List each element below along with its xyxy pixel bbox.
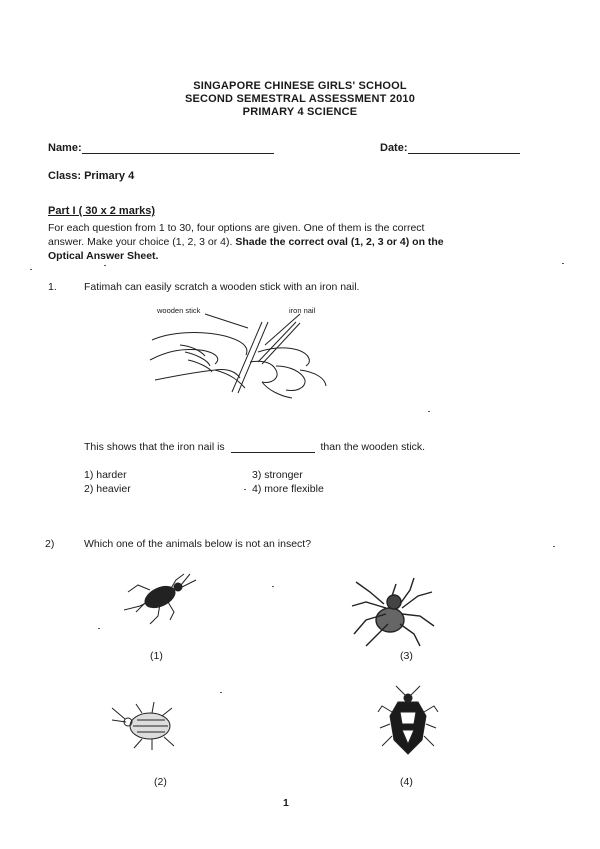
scan-speck: [272, 586, 274, 587]
spider-illustration: [352, 578, 434, 646]
instructions-line-2-bold: Shade the correct oval (1, 2, 3 or 4) on the: [235, 236, 444, 248]
q2-text: Which one of the animals below is not an insect?: [84, 538, 312, 550]
animal-label-1: (1): [150, 650, 163, 662]
q1-stem-start: This shows that the iron nail is: [84, 441, 225, 453]
scan-speck: [244, 489, 246, 490]
scan-speck: [98, 628, 100, 629]
q1-option-4: 4) more flexible: [252, 483, 324, 495]
school-name: SINGAPORE CHINESE GIRLS' SCHOOL: [193, 80, 407, 92]
assessment-title: SECOND SEMESTRAL ASSESSMENT 2010: [184, 93, 416, 105]
insect-2-illustration: [112, 702, 174, 750]
q1-stem-end: than the wooden stick.: [320, 441, 425, 453]
date-label: Date:: [380, 142, 408, 154]
instructions-line-1: For each question from 1 to 30, four options are given. One of them is the correct: [48, 222, 425, 234]
beetle-illustration: [124, 574, 196, 624]
animal-label-4: (4): [400, 776, 413, 788]
scan-speck: [30, 269, 32, 270]
scan-speck: [220, 692, 222, 693]
q2-number: 2): [45, 538, 55, 550]
scan-speck: [104, 265, 106, 266]
part-title: Part I ( 30 x 2 marks): [48, 205, 156, 217]
scan-speck: [428, 411, 430, 412]
scan-speck: [562, 263, 564, 264]
q1-text: Fatimah can easily scratch a wooden stick with an iron nail.: [84, 281, 360, 293]
q1-option-3: 3) stronger: [252, 469, 303, 481]
label-wooden-stick: wooden stick: [157, 306, 201, 315]
label-iron-nail: iron nail: [289, 306, 316, 315]
q1-number: 1.: [48, 281, 57, 293]
name-label: Name:: [48, 142, 82, 154]
instructions-line-3: Optical Answer Sheet.: [48, 250, 159, 262]
instructions-line-2-plain: answer. Make your choice (1, 2, 3 or 4).: [48, 236, 233, 248]
animal-label-2: (2): [154, 776, 167, 788]
q1-option-1: 1) harder: [84, 469, 127, 481]
bug-4-illustration: [378, 686, 438, 754]
page-number: 1: [283, 797, 289, 809]
scan-speck: [553, 546, 555, 547]
class-label: Class: Primary 4: [48, 170, 135, 182]
animal-label-3: (3): [400, 650, 413, 662]
subject-title: PRIMARY 4 SCIENCE: [242, 106, 358, 118]
q1-option-2: 2) heavier: [84, 483, 131, 495]
